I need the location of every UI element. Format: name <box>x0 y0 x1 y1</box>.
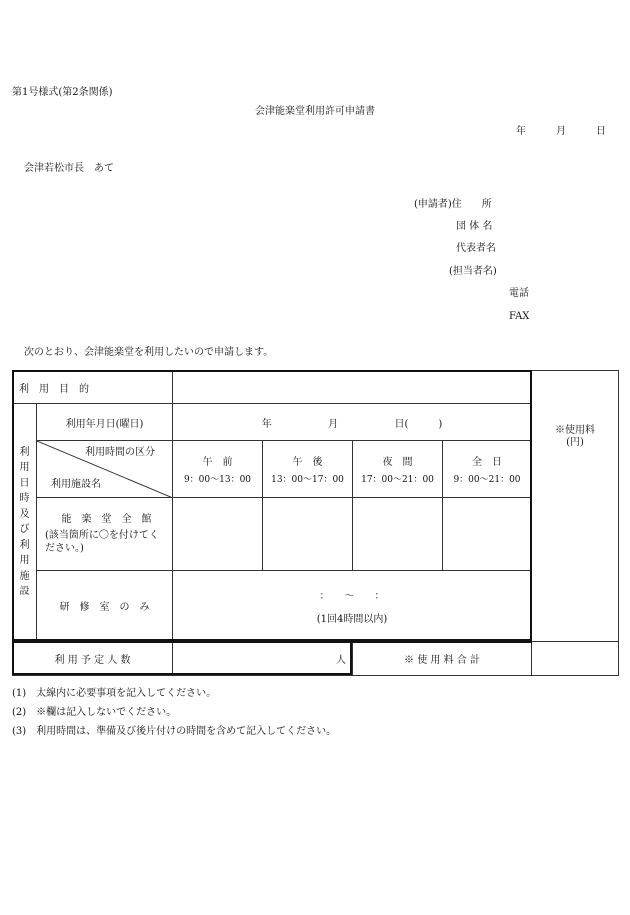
diagonal-header-cell <box>37 441 173 498</box>
applicant-contact-label: (担当者名) <box>449 266 497 277</box>
hall-allday-input[interactable] <box>443 498 532 571</box>
hall-afternoon-input[interactable] <box>263 498 353 571</box>
date-year-label: 年 <box>516 126 526 137</box>
people-label-cell <box>13 642 173 676</box>
purpose-label-cell <box>13 371 173 404</box>
slot-afternoon-time: 13：00〜17：00 <box>271 475 344 485</box>
applicant-phone-label: 電話 <box>509 288 529 299</box>
slot-afternoon-name: 午 後 <box>292 457 323 468</box>
form-title: 会津能楽堂利用許可申請書 <box>255 106 375 117</box>
purpose-label: 利 用 目 的 <box>19 383 89 395</box>
study-time-note: (1回4時間以内) <box>316 613 388 625</box>
applicant-rep-label: 代表者名 <box>456 243 496 254</box>
slot-morning-time: 9：00〜13：00 <box>183 475 252 485</box>
purpose-input-cell[interactable] <box>173 371 532 404</box>
diag-bottom-label: 利用施設名 <box>51 479 101 490</box>
date-field-month: 月 <box>328 418 339 430</box>
study-label: 研 修 室 の み <box>59 602 150 614</box>
diag-top-label: 利用時間の区分 <box>85 447 155 458</box>
fee-header-cell <box>532 371 619 642</box>
date-day-label: 日 <box>596 126 606 137</box>
people-unit: 人 <box>336 655 346 667</box>
slot-morning-cell <box>173 441 263 498</box>
total-fee-label-cell <box>353 642 532 676</box>
slot-night-name: 夜 間 <box>382 457 413 468</box>
fee-label: ※使用料 <box>555 425 595 436</box>
addressee: 会津若松市長 あて <box>24 163 114 174</box>
people-input-cell[interactable] <box>173 642 353 676</box>
date-field-day: 日( ) <box>394 418 443 430</box>
date-label: 利用年月日(曜日) <box>65 418 144 430</box>
date-month-label: 月 <box>556 126 566 137</box>
hall-label: 能 楽 堂 全 館 <box>61 514 152 525</box>
hall-note: (該当箇所に〇を付けてください。) <box>45 530 159 554</box>
slot-morning-name: 午 前 <box>202 457 233 468</box>
applicant-group-label: 団 体 名 <box>456 221 493 232</box>
note-3: (3) 利用時間は、準備及び後片付けの時間を含めて記入してください。 <box>12 726 337 737</box>
intro-text: 次のとおり、会津能楽堂を利用したいので申請します。 <box>24 347 274 358</box>
note-1: (1) 太線内に必要事項を記入してください。 <box>12 688 217 699</box>
slot-allday-name: 全 日 <box>472 457 502 468</box>
total-fee-label: ※ 使 用 料 合 計 <box>404 655 480 667</box>
study-label-cell <box>37 571 173 642</box>
hall-morning-input[interactable] <box>173 498 263 571</box>
note-2: (2) ※欄は記入しないでください。 <box>12 707 177 718</box>
people-label: 利 用 予 定 人 数 <box>54 655 131 667</box>
slot-allday-cell <box>443 441 532 498</box>
hall-label-cell <box>37 498 173 571</box>
applicant-address-label: (申請者)住 所 <box>414 199 492 210</box>
application-table <box>12 370 619 676</box>
fee-unit: (円) <box>566 437 584 448</box>
side-label: 利用日時及び利用施設 <box>19 446 30 598</box>
slot-afternoon-cell <box>263 441 353 498</box>
slot-night-time: 17：00〜21：00 <box>361 475 434 485</box>
date-input-cell[interactable] <box>173 404 532 441</box>
total-fee-value-cell <box>532 642 619 676</box>
applicant-fax-label: FAX <box>509 311 530 322</box>
study-time-input[interactable] <box>173 571 532 642</box>
form-number: 第1号様式(第2条関係) <box>12 87 113 98</box>
side-label-cell <box>13 404 37 642</box>
study-time-range: ： 〜 ： <box>319 590 385 602</box>
date-field-year: 年 <box>261 418 272 430</box>
slot-night-cell <box>353 441 443 498</box>
date-label-cell <box>37 404 173 441</box>
slot-allday-time: 9：00〜21：00 <box>453 475 521 485</box>
hall-night-input[interactable] <box>353 498 443 571</box>
